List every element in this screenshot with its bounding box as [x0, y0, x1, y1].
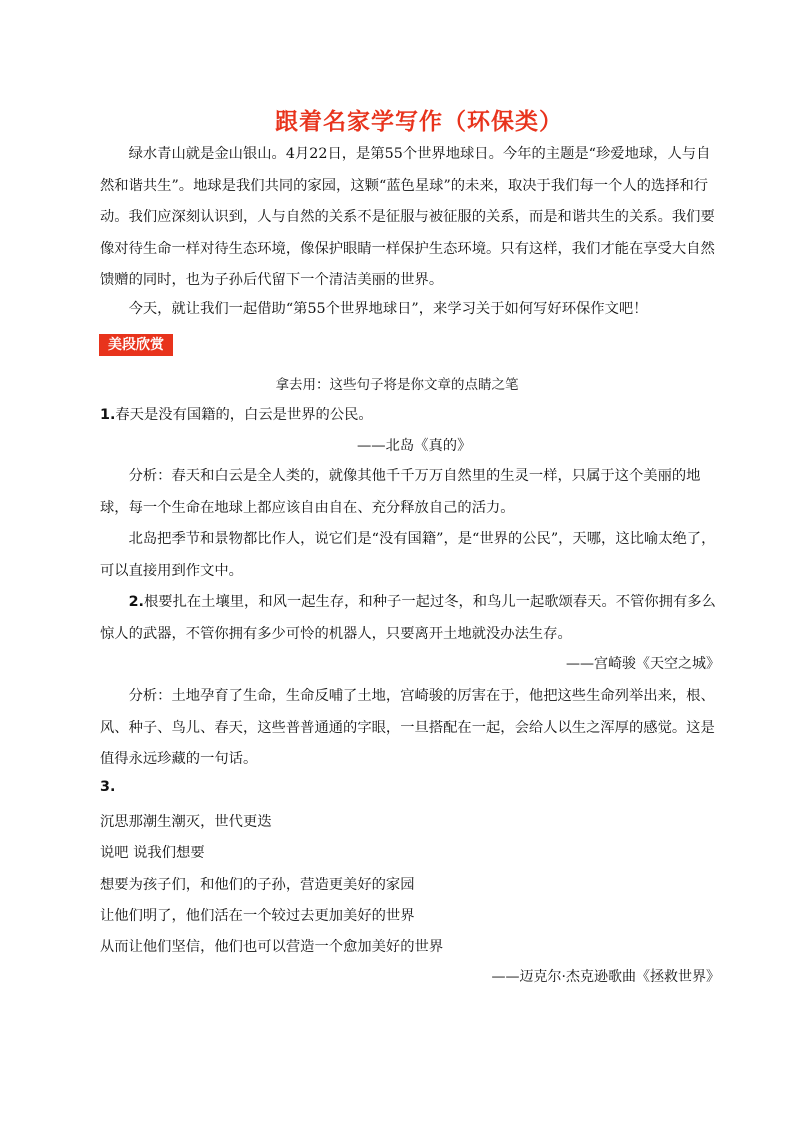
intro-paragraph-2: 今天，就让我们一起借助“第55个世界地球日”，来学习关于如何写好环保作文吧！	[128, 301, 648, 317]
quote-2	[100, 587, 718, 650]
quote-1	[100, 404, 373, 424]
quote-2-analysis: 分析：土地孕育了生命，生命反哺了土地，宫崎骏的厉害在于，他把这些生命列举出来，根、风、种子、鸟儿、春天，这些普普通通的字眼，一旦搭配在一起，会给人以生之浑厚的感觉。这是值得永远珍藏的一句话。	[100, 688, 715, 767]
quote-number: 2.	[128, 594, 144, 610]
quote-text: 根要扎在土壤里，和风一起生存，和种子一起过冬，和鸟儿一起歌颂春天。不管你拥有多么惊人的武器，不管你拥有多少可怜的机器人，只要离开土地就没办法生存。	[100, 594, 716, 642]
poem-line: 沉思那潮生潮灭，世代更迭	[100, 814, 272, 830]
page-title: 跟着名家学写作（环保类）	[275, 109, 563, 135]
intro-paragraph-1: 绿水青山就是金山银山。4月22日，是第55个世界地球日。今年的主题是“珍爱地球，人与自然和谐共生”。地球是我们共同的家园，这颗“蓝色星球”的未来，取决于我们每一个人的选择和行动。我们应深刻认识到，人与自然的关系不是征服与被征服的关系，而是和谐共生的关系。我们要像对待生命一样对待生态环境，像保护眼睛一样保护生态环境。只有这样，我们才能在享受大自然馈赠的同时，也为子孙后代留下一个清洁美丽的世界。	[100, 146, 715, 288]
quote-1-source: ——北岛《真的》	[357, 438, 472, 454]
section-badge: 美段欣赏	[99, 334, 173, 356]
quote-1-analysis-2: 北岛把季节和景物都比作人，说它们是“没有国籍”，是“世界的公民”，天哪，这比喻太绝了，可以直接用到作文中。	[100, 531, 716, 579]
poem-line: 想要为孩子们，和他们的子孙，营造更美好的家园	[100, 877, 415, 893]
quote-text: 春天是没有国籍的，白云是世界的公民。	[115, 407, 373, 423]
section-subtitle: 拿去用：这些句子将是你文章的点睛之笔	[275, 377, 519, 393]
quote-3-number	[100, 779, 115, 795]
poem-line: 说吧 说我们想要	[100, 845, 205, 861]
quote-number: 1.	[100, 407, 116, 423]
poem-line: 让他们明了，他们活在一个较过去更加美好的世界	[100, 908, 415, 924]
quote-2-source: ——宫崎骏《天空之城》	[566, 656, 720, 672]
poem-line: 从而让他们坚信，他们也可以营造一个愈加美好的世界	[100, 939, 444, 955]
quote-number: 3.	[100, 779, 116, 795]
quote-3-source: ——迈克尔·杰克逊歌曲《拯救世界》	[491, 969, 720, 985]
quote-1-analysis: 分析：春天和白云是全人类的，就像其他千千万万自然里的生灵一样，只属于这个美丽的地球，每一个生命在地球上都应该自由自在、充分释放自己的活力。	[100, 468, 701, 516]
